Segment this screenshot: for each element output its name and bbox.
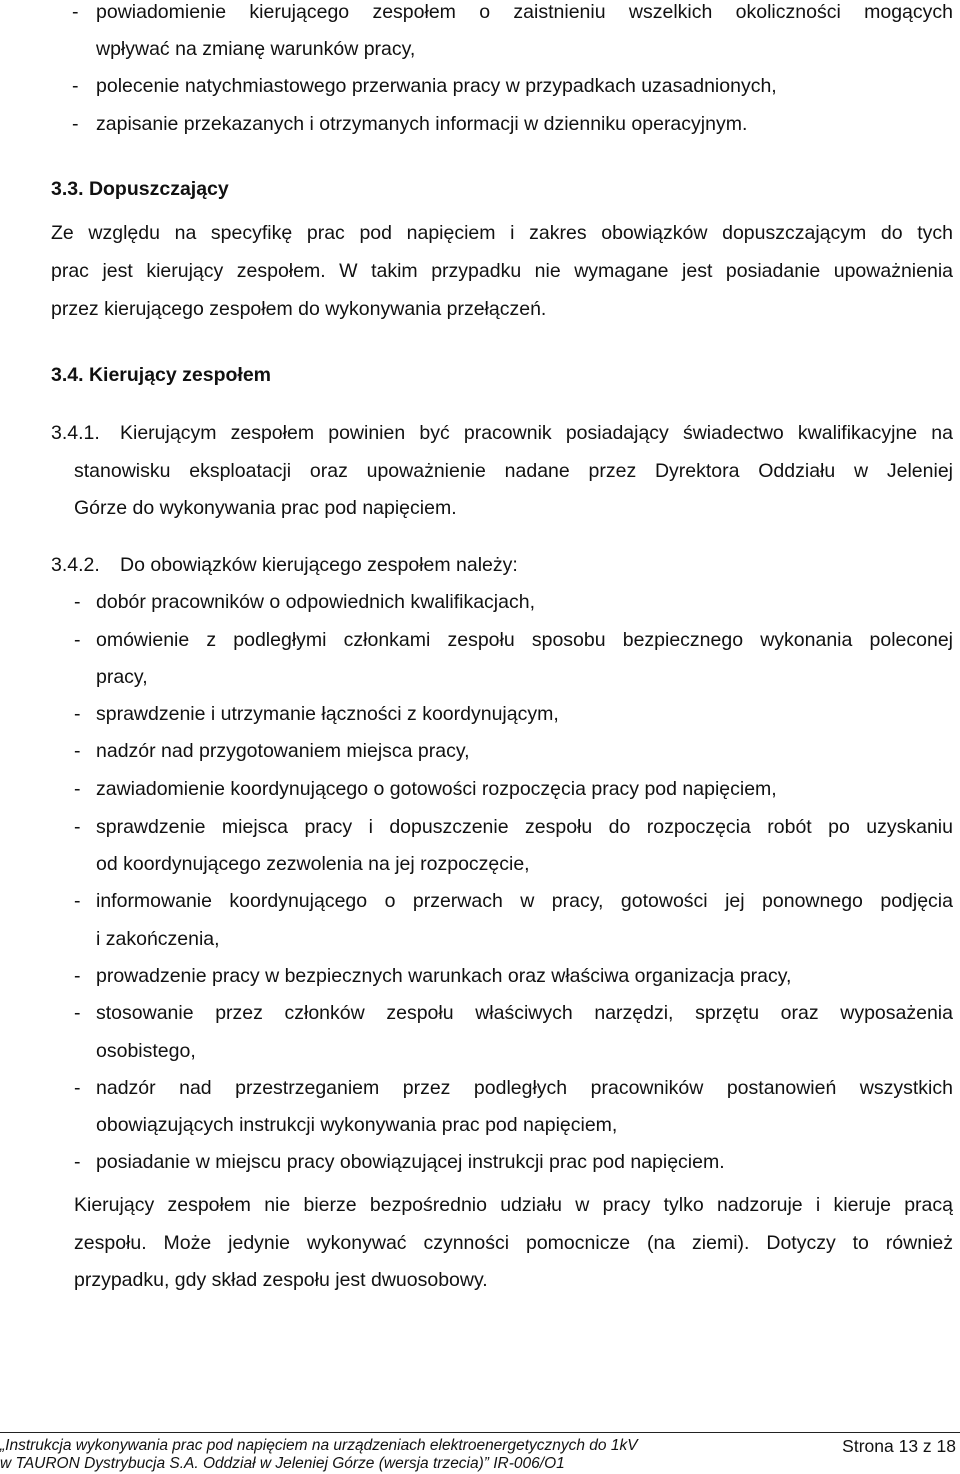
bullet-text: zapisanie przekazanych i otrzymanych informacji w dzienniku operacyjnym. [96, 113, 748, 135]
paragraph-line: stanowisku eksploatacji oraz upoważnienie nadane przez Dyrektora Oddziału w Jeleniej [74, 460, 953, 482]
footer-document-title: „Instrukcja wykonywania prac pod napięciem na urządzeniach elektroenergetycznych do 1kV [0, 1437, 638, 1454]
list-item-continuation: pracy, [96, 666, 148, 688]
paragraph-line: Górze do wykonywania prac pod napięciem. [74, 497, 457, 519]
bullet-dash: - [74, 816, 81, 838]
list-item: sprawdzenie i utrzymanie łączności z koordynującym, [96, 703, 559, 725]
bullet-dash: - [74, 1077, 81, 1099]
footer-document-subtitle: w TAURON Dystrybucja S.A. Oddział w Jeleniej Górze (wersja trzecia)” IR-006/O1 [0, 1455, 565, 1472]
bullet-text: powiadomienie kierującego zespołem o zaistnieniu wszelkich okoliczności mogących [96, 1, 953, 23]
footer-divider [0, 1432, 960, 1433]
bullet-text: wpływać na zmianę warunków pracy, [96, 38, 416, 60]
paragraph-line: przypadku, gdy skład zespołu jest dwuosobowy. [74, 1269, 488, 1291]
paragraph-line: przez kierującego zespołem do wykonywania przełączeń. [51, 298, 547, 320]
paragraph-number: 3.4.1. [51, 422, 100, 444]
section-heading-3-4: 3.4. Kierujący zespołem [51, 364, 272, 386]
bullet-dash: - [72, 113, 79, 135]
bullet-dash: - [74, 1151, 81, 1173]
bullet-dash: - [74, 740, 81, 762]
list-item: omówienie z podległymi członkami zespołu sposobu bezpiecznego wykonania poleconej [96, 629, 953, 651]
bullet-dash: - [74, 703, 81, 725]
list-item: nadzór nad przygotowaniem miejsca pracy, [96, 740, 470, 762]
list-item: sprawdzenie miejsca pracy i dopuszczenie zespołu do rozpoczęcia robót po uzyskaniu [96, 816, 953, 838]
bullet-dash: - [72, 1, 79, 23]
bullet-dash: - [72, 75, 79, 97]
bullet-dash: - [74, 629, 81, 651]
list-item: stosowanie przez członków zespołu właściwych narzędzi, sprzętu oraz wyposażenia [96, 1002, 953, 1024]
list-item: informowanie koordynującego o przerwach w pracy, gotowości jej ponownego podjęcia [96, 890, 953, 912]
bullet-dash: - [74, 965, 81, 987]
list-item-continuation: i zakończenia, [96, 928, 220, 950]
bullet-dash: - [74, 778, 81, 800]
page-number: Strona 13 z 18 [842, 1436, 956, 1456]
list-item: posiadanie w miejscu pracy obowiązującej instrukcji prac pod napięciem. [96, 1151, 725, 1173]
section-heading-3-3: 3.3. Dopuszczający [51, 178, 229, 200]
bullet-text: polecenie natychmiastowego przerwania pracy w przypadkach uzasadnionych, [96, 75, 777, 97]
paragraph-line: Kierujący zespołem nie bierze bezpośrednio udziału w pracy tylko nadzoruje i kieruje pracą [74, 1194, 953, 1216]
bullet-dash: - [74, 1002, 81, 1024]
list-item: nadzór nad przestrzeganiem przez podległych pracowników postanowień wszystkich [96, 1077, 953, 1099]
paragraph-number: 3.4.2. [51, 554, 100, 576]
list-item-continuation: osobistego, [96, 1040, 196, 1062]
paragraph-line: Kierującym zespołem powinien być pracownik posiadający świadectwo kwalifikacyjne na [120, 422, 953, 444]
bullet-dash: - [74, 890, 81, 912]
paragraph-line: zespołu. Może jedynie wykonywać czynności pomocnicze (na ziemi). Dotyczy to również [74, 1232, 953, 1254]
list-item-continuation: od koordynującego zezwolenia na jej rozpoczęcie, [96, 853, 530, 875]
bullet-dash: - [74, 591, 81, 613]
paragraph-line: Ze względu na specyfikę prac pod napięciem i zakres obowiązków dopuszczającym do tych [51, 222, 953, 244]
paragraph-line: prac jest kierujący zespołem. W takim przypadku nie wymagane jest posiadanie upoważnienia [51, 260, 953, 282]
list-item-continuation: obowiązujących instrukcji wykonywania prac pod napięciem, [96, 1114, 618, 1136]
list-item: prowadzenie pracy w bezpiecznych warunkach oraz właściwa organizacja pracy, [96, 965, 792, 987]
paragraph-lead: Do obowiązków kierującego zespołem należy: [120, 554, 518, 576]
list-item: dobór pracowników o odpowiednich kwalifikacjach, [96, 591, 535, 613]
list-item: zawiadomienie koordynującego o gotowości rozpoczęcia pracy pod napięciem, [96, 778, 777, 800]
